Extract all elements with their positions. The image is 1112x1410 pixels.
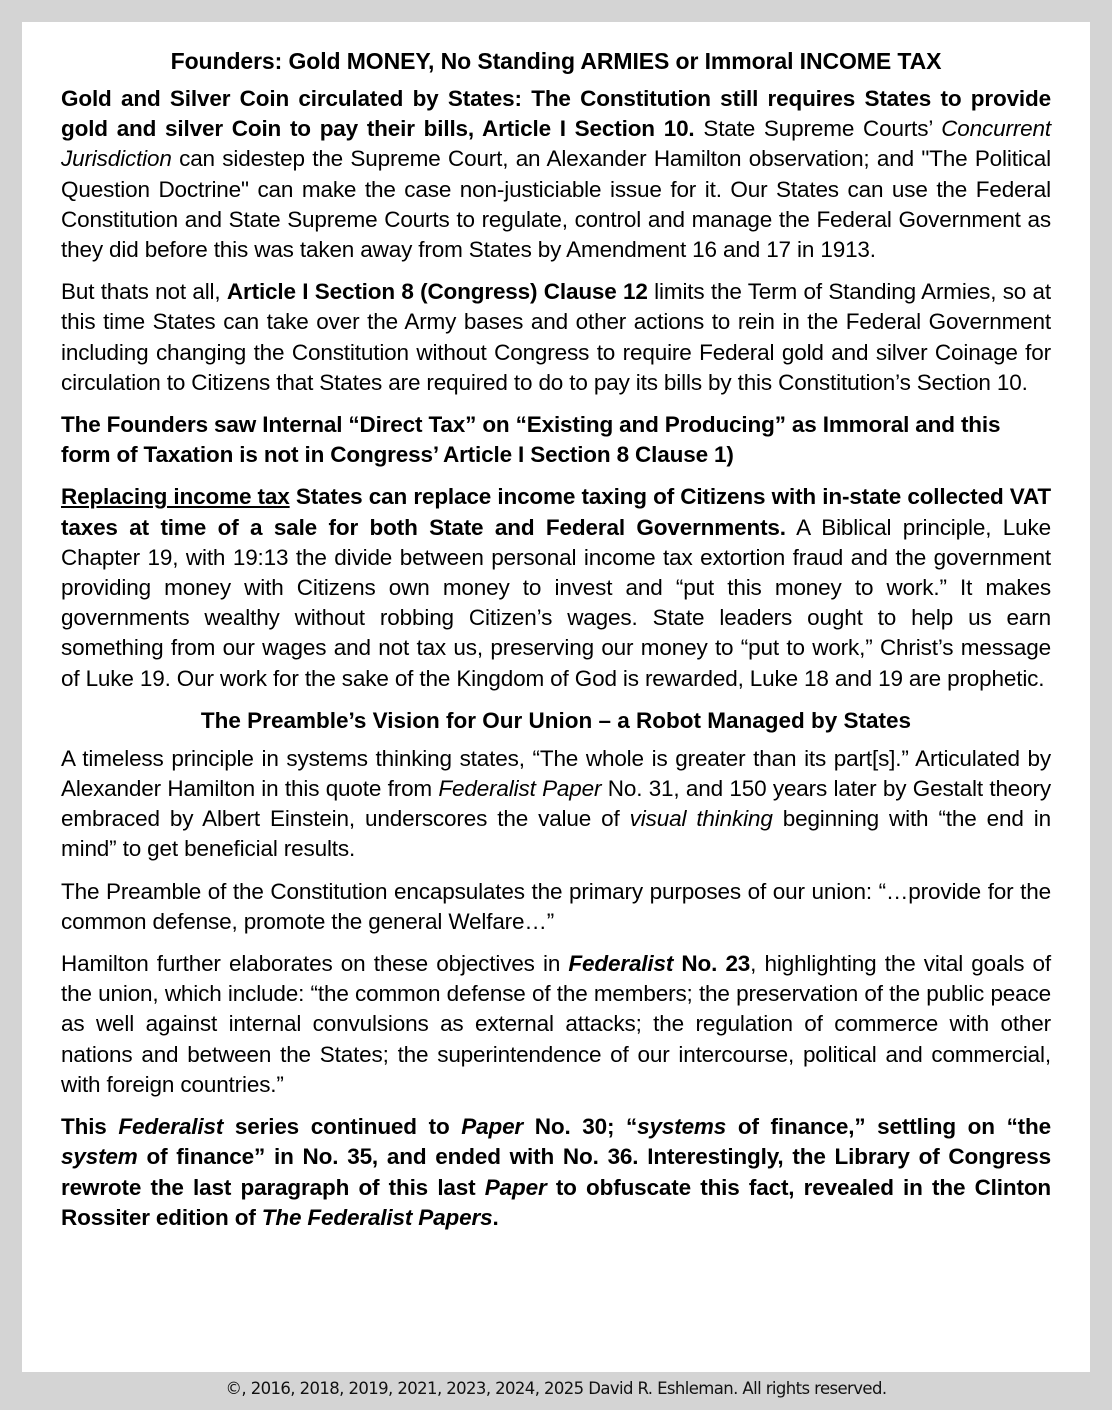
paragraph-text: A Biblical principle, Luke Chapter 19, with 19:13 the divide between personal income tax extortion fraud and the government providing money with Citizens own money to invest and “put this money to work.” It makes governments wealthy without robbing Citizen’s wages. State leaders ought to help us earn something from our wages and not tax us, preserving our money to “put to work,” Christ’s message of Luke 19. Our work for the sake of the Kingdom of God is rewarded, Luke 18 and 19 are prophetic. [61, 514, 1051, 691]
paragraph-federalist-23 [61, 949, 1051, 1100]
paragraph-direct-tax [61, 410, 1051, 470]
paragraph-italic: Paper [461, 1114, 524, 1140]
paragraph-bold: Article I Section 8 (Congress) Clause 12 [226, 279, 648, 305]
paragraph-gold-silver-coin [61, 84, 1051, 265]
paragraph-text: State Supreme Courts’ [694, 116, 942, 142]
paragraph-text: , highlighting the vital goals of the union, which include: “the common defense of the members; the preservation of the public peace as well against internal convulsions as external attacks; the regulation of commerce with other nations and between the States; the superintendence of our intercourse, political and commercial, with foreign countries.” [61, 951, 1051, 1097]
copyright-footer: ©, 2016, 2018, 2019, 2021, 2023, 2024, 2025 David R. Eshleman. All rights reserved. [225, 1379, 887, 1398]
paragraph-text: The Preamble of the Constitution encapsulates the primary purposes of our union: “…provide for the common defense, promote the general Welfare…” [61, 878, 1051, 934]
paragraph-text: No. 31, and 150 years later by Gestalt theory embraced by Albert Einstein, underscores the value of [61, 776, 1051, 832]
paragraph-standing-armies [61, 277, 1051, 398]
paragraph-text: to obfuscate this fact, revealed in the Clinton Rossiter edition of [61, 1174, 1052, 1230]
document-title: Founders: Gold MONEY, No Standing ARMIES or Immoral INCOME TAX [170, 48, 942, 74]
paragraph-lead-bold: Gold and Silver Coin circulated by States: The Constitution still requires States to provide gold and silver Coin to pay their bills, Article I Section 10. [61, 86, 1051, 142]
section-subtitle: The Preamble’s Vision for Our Union – a Robot Managed by States [200, 707, 912, 733]
paragraph-text: But thats not all, [61, 279, 227, 305]
paragraph-italic: system [61, 1144, 138, 1170]
paragraph-text: of finance” in No. 35, and ended with No. 36. Interestingly, the Library of Congress rewrote the last paragraph of this last [61, 1144, 1051, 1200]
paragraph-italic: Federalist [118, 1114, 224, 1140]
paragraph-italic: systems [637, 1114, 727, 1140]
paragraph-text: series continued to [223, 1114, 462, 1140]
paragraph-italic: Federalist Paper [438, 776, 602, 802]
paragraph-text: This [61, 1114, 119, 1140]
paragraph-text: Hamilton further elaborates on these objectives in [61, 951, 569, 977]
document-page [22, 22, 1090, 1372]
paragraph-text: of finance,” settling on “the [726, 1114, 1051, 1140]
paragraph-federalist-series [61, 1112, 1051, 1233]
paragraph-text: beginning with “the end in mind” to get beneficial results. [61, 806, 1051, 862]
paragraph-bold: No. 23 [673, 951, 751, 977]
paragraph-text: . [492, 1204, 499, 1230]
paragraph-italic: visual thinking [629, 806, 773, 832]
paragraph-italic: The Federalist Papers [261, 1204, 493, 1230]
paragraph-italic: Paper [484, 1174, 547, 1200]
paragraph-replacing-income-tax [61, 482, 1051, 693]
paragraph-preamble [61, 877, 1051, 937]
paragraph-bold: States can replace income taxing of Citizens with in-state collected VAT taxes at time of a sale for both State and Federal Governments. [61, 484, 1051, 540]
paragraph-underlined-heading: Replacing income tax [61, 484, 290, 510]
paragraph-systems-thinking [61, 744, 1051, 865]
paragraph-text: No. 30; “ [523, 1114, 638, 1140]
paragraph-text: A timeless principle in systems thinking states, “The whole is greater than its part[s].” Articulated by Alexander Hamilton in this quote from [61, 745, 1051, 802]
paragraph-text: limits the Term of Standing Armies, so at this time States can take over the Army bases and other actions to rein in the Federal Government including changing the Constitution without Congress to require Federal gold and silver Coinage for circulation to Citizens that States are required to do to pay its bills by this Constitution’s Section 10. [61, 279, 1052, 395]
paragraph-bold-italic: Federalist [568, 951, 674, 977]
paragraph-bold: The Founders saw Internal “Direct Tax” on “Existing and Producing” as Immoral and this form of Taxation is not in Congress’ Article I Section 8 Clause 1) [61, 412, 1001, 468]
paragraph-text: can sidestep the Supreme Court, an Alexander Hamilton observation; and "The Political Question Doctrine" can make the case non-justiciable issue for it. Our States can use the Federal Constitution and State Supreme Courts to regulate, control and manage the Federal Government as they did before this was taken away from States by Amendment 16 and 17 in 1913. [61, 146, 1051, 263]
paragraph-italic: Concurrent Jurisdiction [61, 116, 1051, 172]
